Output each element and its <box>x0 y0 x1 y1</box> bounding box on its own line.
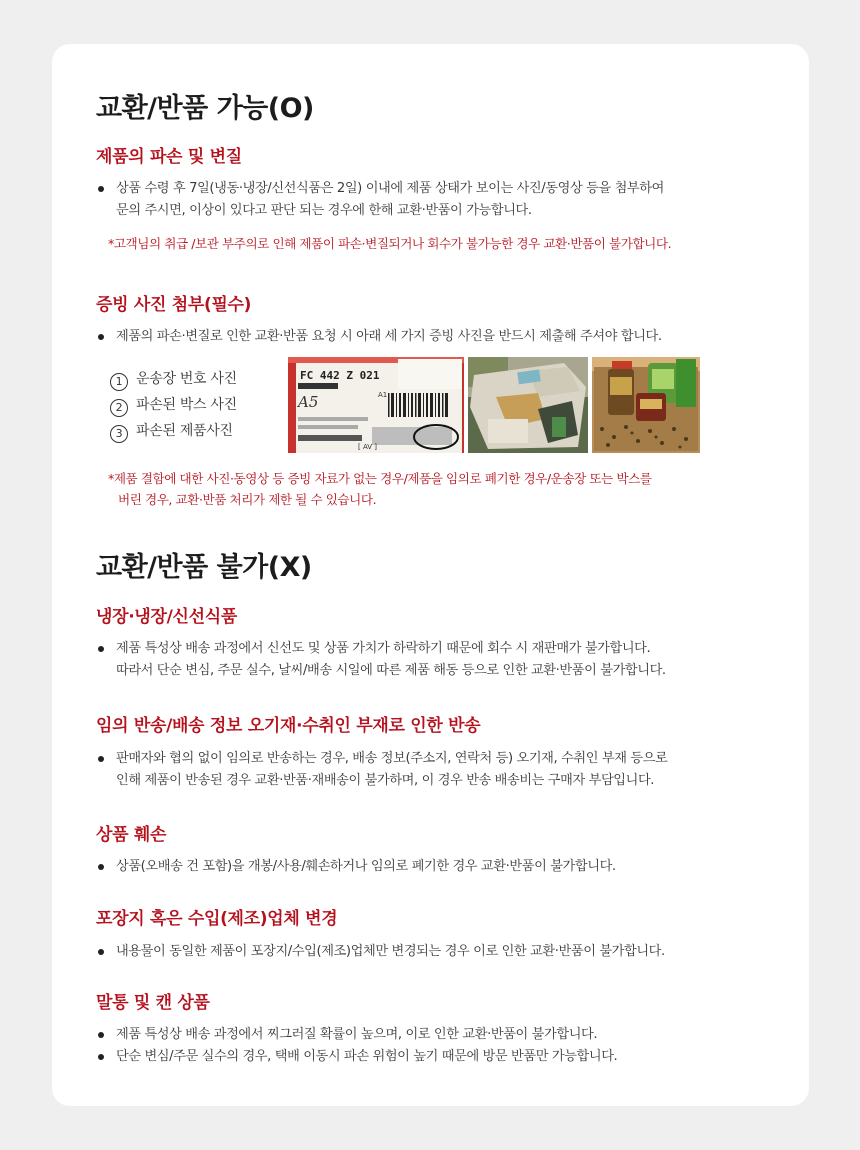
circled-number: 2 <box>110 399 128 417</box>
photos-bullet-text: 제품의 파손·변질로 인한 교환·반품 요청 시 아래 세 가지 증빙 사진을 반드시 제출해 주셔야 합니다. <box>116 329 662 344</box>
return-policy-card <box>52 44 809 1106</box>
packaging-heading: 포장지 혹은 수입(제조)업체 변경 <box>96 909 338 929</box>
photos-heading: 증빙 사진 첨부(필수) <box>96 295 252 315</box>
packaging-bullet <box>96 941 665 963</box>
cans-bullet-1 <box>96 1024 597 1046</box>
photos-note <box>108 468 652 510</box>
photo-item-2 <box>110 394 237 417</box>
damaged-product-heading: 상품 훼손 <box>96 825 167 845</box>
fresh-bullet-line-1: 제품 특성상 배송 과정에서 신선도 및 상품 가치가 하락하기 때문에 회수 시 재판매가 불가합니다. <box>116 641 651 656</box>
damage-note <box>108 233 671 254</box>
damage-note-text: *고객님의 취급 /보관 부주의로 인해 제품이 파손·변질되거나 회수가 불가능한 경우 교환·반품이 불가합니다. <box>108 236 672 251</box>
waybill-bottom-text: [ AV ] <box>358 443 378 451</box>
damage-bullet-line-2: 문의 주시면, 이상이 있다고 판단 되는 경우에 한해 교환·반품이 가능합니다. <box>116 203 532 218</box>
circled-number: 1 <box>110 373 128 391</box>
waybill-code: FC 442 Z 021 <box>300 369 380 382</box>
photos-note-line-2: 버린 경우, 교환·반품 처리가 제한 될 수 있습니다. <box>118 492 377 507</box>
impossible-section-title: 교환/반품 불가(X) <box>96 552 312 583</box>
fresh-bullet <box>96 638 666 682</box>
fresh-bullet-line-2: 따라서 단순 변심, 주문 실수, 날씨/배송 시일에 따른 제품 해동 등으로 인한 교환·반품이 불가합니다. <box>116 663 666 678</box>
bullet-dot <box>98 864 104 870</box>
bullet-dot <box>98 756 104 762</box>
photo-item-label: 운송장 번호 사진 <box>136 371 237 387</box>
bullet-dot <box>98 1054 104 1060</box>
bullet-dot <box>98 334 104 340</box>
photo-item-label: 파손된 박스 사진 <box>136 397 237 413</box>
photo-item-label: 파손된 제품사진 <box>136 423 233 439</box>
fresh-heading: 냉장·냉장/신선식품 <box>96 607 238 627</box>
cans-bullet-2-text: 단순 변심/주문 실수의 경우, 택배 이동시 파손 위험이 높기 때문에 방문 반품만 가능합니다. <box>116 1049 618 1064</box>
arbitrary-heading: 임의 반송/배송 정보 오기재·수취인 부재로 인한 반송 <box>96 716 481 736</box>
damaged-product-photo <box>592 357 700 453</box>
damaged-box-photo <box>468 357 588 453</box>
damage-bullet <box>96 178 664 222</box>
bullet-dot <box>98 186 104 192</box>
arbitrary-bullet-line-1: 판매자와 협의 없이 임의로 반송하는 경우, 배송 정보(주소지, 연락처 등) 오기재, 수취인 부재 등으로 <box>116 751 668 766</box>
cans-heading: 말통 및 캔 상품 <box>96 993 210 1013</box>
damage-bullet-line-1: 상품 수령 후 7일(냉동·냉장/신선식품은 2일) 이내에 제품 상태가 보이는 사진/동영상 등을 첨부하여 <box>116 181 664 196</box>
packaging-bullet-text: 내용물이 동일한 제품이 포장지/수입(제조)업체만 변경되는 경우 이로 인한 교환·반품이 불가합니다. <box>116 944 665 959</box>
waybill-photo <box>288 357 464 453</box>
damaged-product-bullet-text: 상품(오배송 건 포함)을 개봉/사용/훼손하거나 임의로 폐기한 경우 교환·반품이 불가합니다. <box>116 859 616 874</box>
damaged-product-bullet <box>96 856 616 878</box>
photos-bullet <box>96 326 662 348</box>
cans-bullet-1-text: 제품 특성상 배송 과정에서 찌그러질 확률이 높으며, 이로 인한 교환·반품이 불가합니다. <box>116 1027 598 1042</box>
bullet-dot <box>98 1032 104 1038</box>
photos-note-line-1: *제품 결함에 대한 사진·동영상 등 증빙 자료가 없는 경우/제품을 임의로 폐기한 경우/운송장 또는 박스를 <box>108 471 652 486</box>
bullet-dot <box>98 646 104 652</box>
photo-item-1 <box>110 368 237 391</box>
waybill-handwriting: A5 <box>298 393 319 411</box>
photo-item-3 <box>110 420 233 443</box>
arbitrary-bullet <box>96 748 667 792</box>
arbitrary-bullet-line-2: 인해 제품이 반송된 경우 교환·반품·재배송이 불가하며, 이 경우 반송 배송비는 구매자 부담입니다. <box>116 773 655 788</box>
damage-heading: 제품의 파손 및 변질 <box>96 147 242 167</box>
possible-section-title: 교환/반품 가능(O) <box>96 93 314 124</box>
waybill-box-code: A1 <box>378 391 388 399</box>
bullet-dot <box>98 949 104 955</box>
circled-number: 3 <box>110 425 128 443</box>
cans-bullet-2 <box>96 1046 617 1068</box>
